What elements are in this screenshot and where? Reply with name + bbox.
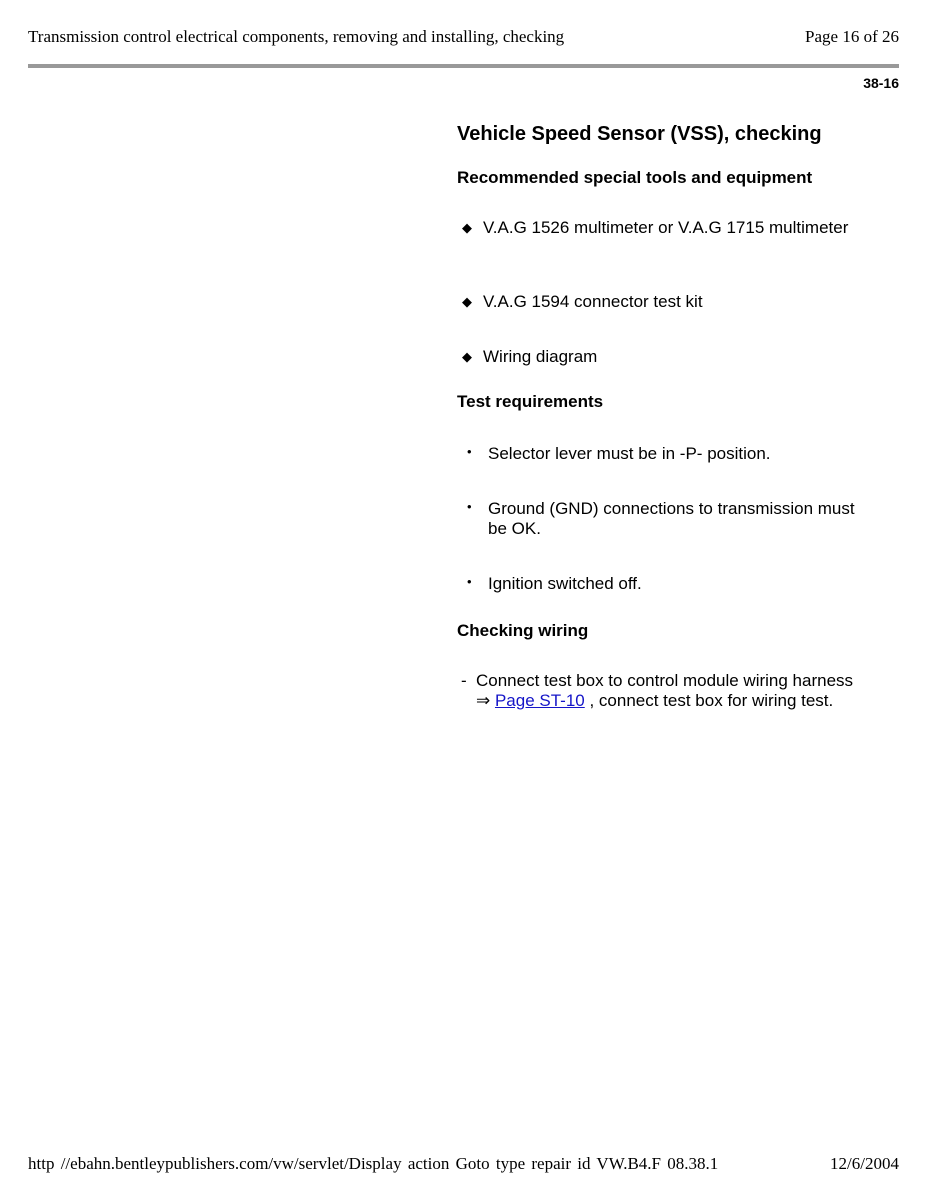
requirements-heading: Test requirements xyxy=(457,392,604,411)
step-dash: - xyxy=(461,671,467,690)
tool-item xyxy=(462,218,857,238)
bullet-icon: • xyxy=(467,444,472,459)
wiring-step-text xyxy=(476,671,856,711)
page-code: 38-16 xyxy=(863,75,899,91)
page-count: Page 16 of 26 xyxy=(805,27,899,46)
tool-item-text: V.A.G 1594 connector test kit xyxy=(483,292,703,311)
header-rule xyxy=(28,64,899,68)
requirement-item xyxy=(462,574,857,594)
requirement-item-text: Selector lever must be in -P- position. xyxy=(488,444,771,463)
source-url: http //ebahn.bentleypublishers.com/vw/servlet/Display action Goto type repair id VW.B4.F 08.38.1 xyxy=(28,1154,719,1173)
tool-item xyxy=(462,347,857,367)
page-st-10-link[interactable]: Page ST-10 xyxy=(494,691,585,710)
tool-item xyxy=(462,292,857,312)
requirement-item xyxy=(462,499,857,539)
requirement-item xyxy=(462,444,857,464)
requirement-item-text: Ground (GND) connections to transmission must be OK. xyxy=(488,499,855,538)
tool-item-text: Wiring diagram xyxy=(483,347,598,366)
tool-item-text: V.A.G 1526 multimeter or V.A.G 1715 multimeter xyxy=(483,218,849,237)
document-title: Transmission control electrical components, removing and installing, checking xyxy=(28,27,565,46)
wiring-step-text-before: Connect test box to control module wiring harness ⇒ xyxy=(476,671,854,710)
diamond-bullet-icon: ◆ xyxy=(462,220,472,235)
wiring-heading: Checking wiring xyxy=(457,621,589,640)
tools-heading: Recommended special tools and equipment xyxy=(457,168,813,187)
diamond-bullet-icon: ◆ xyxy=(462,294,472,309)
wiring-step-text-after: , connect test box for wiring test. xyxy=(584,691,834,710)
print-date: 12/6/2004 xyxy=(830,1154,899,1173)
diamond-bullet-icon: ◆ xyxy=(462,349,472,364)
wiring-step xyxy=(461,671,856,711)
requirement-item-text: Ignition switched off. xyxy=(488,574,642,593)
bullet-icon: • xyxy=(467,499,472,514)
section-title: Vehicle Speed Sensor (VSS), checking xyxy=(457,123,822,145)
bullet-icon: • xyxy=(467,574,472,589)
